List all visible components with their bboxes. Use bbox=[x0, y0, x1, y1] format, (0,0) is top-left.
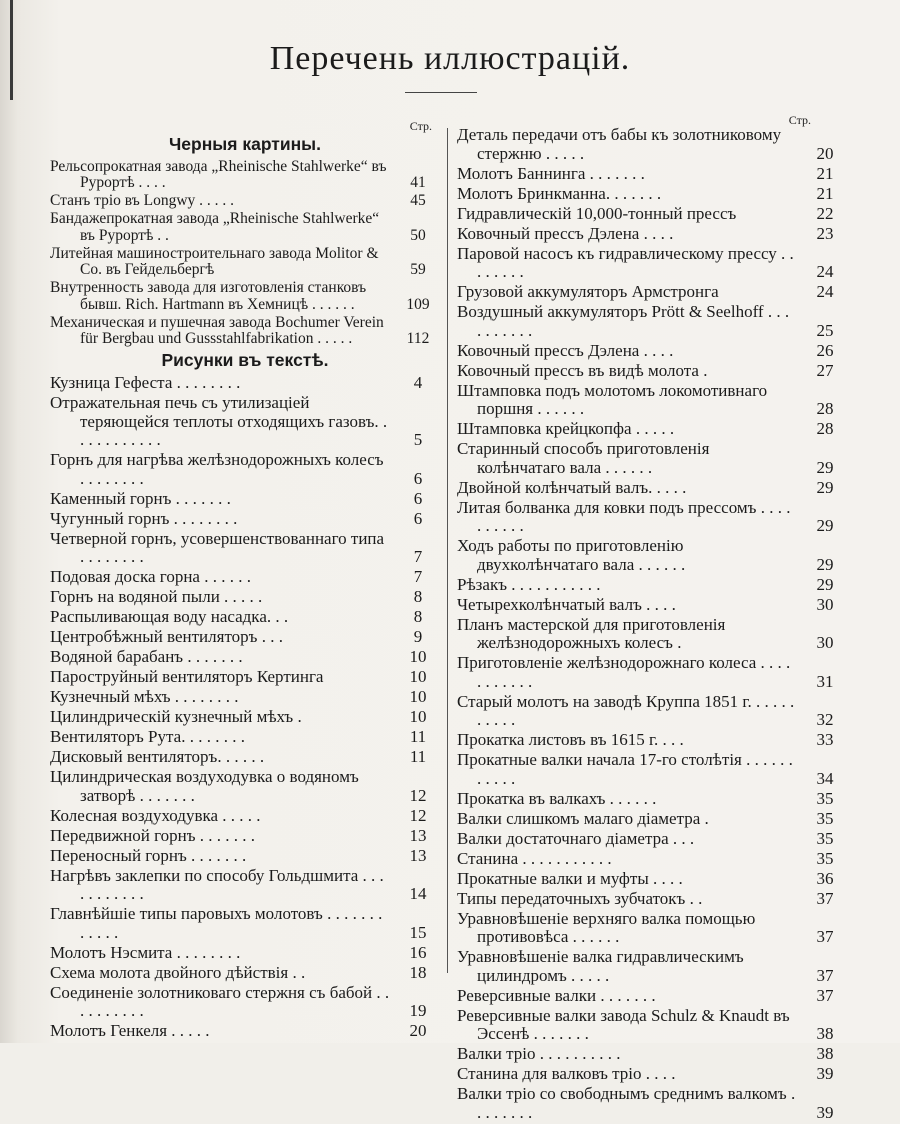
entry-page-number: 23 bbox=[816, 223, 834, 243]
entry-title: Нагрѣвъ заклепки по способу Гольдшмита . . . . . . . . . . . bbox=[50, 865, 384, 903]
toc-entry bbox=[50, 867, 440, 904]
entry-page-number: 35 bbox=[816, 828, 834, 848]
entry-title: Центробѣжный вентиляторъ . . . bbox=[50, 627, 283, 646]
entry-title: Схема молота двойного дѣйствія . . bbox=[50, 962, 306, 982]
title-rule bbox=[405, 92, 477, 93]
entry-title: Главнѣйшіе типы паровыхъ молотовъ . . . . . . . . . . . . bbox=[50, 904, 383, 942]
toc-entry bbox=[50, 768, 440, 805]
entry-page-number: 10 bbox=[409, 687, 427, 706]
toc-entry bbox=[457, 499, 847, 536]
entry-page-number: 6 bbox=[413, 508, 423, 528]
entry-page-number: 28 bbox=[816, 399, 834, 418]
toc-entry bbox=[50, 608, 440, 627]
entry-title: Приготовленіе желѣзнодорожнаго колеса . . . . . . . . . . . bbox=[457, 653, 791, 691]
entry-title: Отражательная печь съ утилизаціей теряющейся теплоты отходящихъ газовъ. . . . . . . . . . . . bbox=[50, 393, 388, 449]
entry-page-number: 34 bbox=[816, 768, 834, 788]
entry-page-number: 35 bbox=[816, 848, 834, 868]
entry-page-number: 28 bbox=[816, 419, 834, 438]
entry-title: Уравновѣшеніе валка гидравлическимъ цилиндромъ . . . . . bbox=[457, 947, 744, 985]
entry-title: Реверсивные валки завода Schulz & Knaudt въ Эссенѣ . . . . . . . bbox=[457, 1005, 790, 1043]
toc-entry bbox=[457, 1085, 847, 1122]
entry-title: Четверной горнъ, усовершенствованнаго типа . . . . . . . . bbox=[50, 528, 385, 566]
toc-entry bbox=[50, 568, 440, 587]
section-heading-text-figures: Рисунки въ текстѣ. bbox=[161, 349, 329, 370]
toc-entry bbox=[50, 246, 440, 279]
entry-page-number: 20 bbox=[816, 143, 834, 163]
entry-page-number: 14 bbox=[409, 884, 427, 903]
entry-title: Прокатка въ валкахъ . . . . . . bbox=[457, 788, 657, 808]
entry-title: Пароструйный вентиляторъ Кертинга bbox=[50, 667, 324, 686]
toc-entry bbox=[50, 588, 440, 607]
toc-entry bbox=[457, 948, 847, 985]
toc-entry bbox=[457, 810, 847, 829]
entry-page-number: 29 bbox=[816, 477, 834, 497]
entry-title: Прокатные валки начала 17-го столѣтія . . . . . . . . . . . bbox=[457, 750, 793, 788]
entry-page-number: 7 bbox=[413, 547, 423, 566]
entry-title: Валки достаточнаго діаметра . . . bbox=[457, 828, 695, 848]
toc-entry bbox=[457, 1007, 847, 1044]
entry-page-number: 13 bbox=[409, 825, 427, 845]
entry-page-number: 37 bbox=[816, 927, 834, 946]
entry-title: Прокатные валки и муфты . . . . bbox=[457, 868, 683, 888]
toc-entry bbox=[50, 374, 440, 393]
entry-title: Цилиндрическій кузнечный мѣхъ . bbox=[50, 707, 302, 726]
entry-title: Старый молотъ на заводѣ Круппа 1851 г. . . . . . . . . . . bbox=[457, 691, 795, 729]
toc-entry bbox=[457, 126, 847, 163]
entry-page-number: 50 bbox=[410, 226, 426, 244]
entry-title: Типы передаточныхъ зубчатокъ . . bbox=[457, 888, 703, 908]
entry-page-number: 19 bbox=[409, 1001, 427, 1020]
entry-page-number: 12 bbox=[409, 805, 427, 825]
entry-page-number: 29 bbox=[816, 574, 834, 594]
toc-entry bbox=[50, 847, 440, 866]
entry-title: Четырехколѣнчатый валъ . . . . bbox=[457, 594, 676, 614]
entry-title: Кузнечный мѣхъ . . . . . . . . bbox=[50, 687, 239, 706]
toc-entry bbox=[457, 225, 847, 244]
toc-entry bbox=[50, 688, 440, 707]
toc-entry bbox=[50, 530, 440, 567]
entry-page-number: 11 bbox=[409, 747, 427, 766]
entry-page-number: 109 bbox=[406, 295, 430, 313]
column-divider bbox=[447, 128, 448, 973]
entry-title: Деталь передачи отъ бабы къ золотниковому стержню . . . . . bbox=[457, 125, 782, 163]
entry-page-number: 38 bbox=[816, 1024, 834, 1043]
toc-entry bbox=[50, 280, 440, 313]
entry-title: Водяной барабанъ . . . . . . . bbox=[50, 647, 243, 666]
entry-title: Соединеніе золотниковаго стержня съ бабой . . . . . . . . . . bbox=[50, 982, 390, 1020]
toc-entry bbox=[50, 394, 440, 450]
entry-page-number: 39 bbox=[816, 1102, 834, 1122]
entry-title: Штамповка крейцкопфа . . . . . bbox=[457, 419, 675, 438]
toc-entry bbox=[457, 165, 847, 184]
entry-page-number: 22 bbox=[816, 203, 834, 223]
entry-title: Горнъ на водяной пыли . . . . . bbox=[50, 587, 263, 606]
entry-page-number: 30 bbox=[816, 633, 834, 652]
entry-title: Ковочный прессъ въ видѣ молота . bbox=[457, 360, 708, 380]
toc-entry bbox=[457, 616, 847, 653]
plates-list bbox=[50, 159, 440, 348]
toc-entry bbox=[457, 205, 847, 224]
entry-page-number: 26 bbox=[816, 340, 834, 360]
entry-page-number: 6 bbox=[413, 488, 423, 508]
entry-page-number: 24 bbox=[816, 262, 834, 281]
toc-entry bbox=[50, 451, 440, 488]
entry-title: Переносный горнъ . . . . . . . bbox=[50, 845, 247, 865]
entry-page-number: 10 bbox=[409, 667, 427, 686]
entry-title: Станъ тріо въ Longwy . . . . . bbox=[50, 192, 235, 209]
toc-entry bbox=[50, 648, 440, 667]
entry-page-number: 13 bbox=[409, 845, 427, 865]
toc-entry bbox=[457, 342, 847, 361]
entry-page-number: 10 bbox=[409, 707, 427, 726]
entry-title: Уравновѣшеніе верхняго валка помощью противовѣса . . . . . . bbox=[457, 908, 756, 946]
entry-title: Двойной колѣнчатый валъ. . . . . bbox=[457, 477, 687, 497]
entry-title: Цилиндрическая воздуходувка о водяномъ затворѣ . . . . . . . bbox=[50, 767, 359, 805]
toc-entry bbox=[457, 987, 847, 1006]
entry-title: Прокатка листовъ въ 1615 г. . . . bbox=[457, 730, 684, 749]
entry-title: Штамповка подъ молотомъ локомотивнаго поршня . . . . . . bbox=[457, 380, 768, 418]
toc-entry bbox=[457, 283, 847, 302]
toc-entry bbox=[50, 984, 440, 1021]
entry-title: Паровой насосъ къ гидравлическому прессу . . . . . . . . bbox=[457, 243, 794, 281]
toc-entry bbox=[50, 490, 440, 509]
entry-title: Литейная машиностроительнаго завода Molitor & Co. въ Гейдельбергѣ bbox=[50, 244, 379, 278]
entry-title: Литая болванка для ковки подъ прессомъ . . . . . . . . . . bbox=[457, 497, 791, 535]
entry-page-number: 31 bbox=[816, 671, 834, 691]
toc-entry bbox=[50, 807, 440, 826]
entry-title: Валки тріо со свободнымъ среднимъ валкомъ . . . . . . . . bbox=[457, 1084, 796, 1122]
toc-entry bbox=[50, 1022, 440, 1041]
entry-title: Распыливающая воду насадка. . . bbox=[50, 607, 289, 626]
entry-page-number: 35 bbox=[816, 788, 834, 808]
toc-entry bbox=[457, 479, 847, 498]
text-figures-list bbox=[50, 374, 440, 1041]
entry-page-number: 15 bbox=[409, 922, 427, 942]
entry-page-number: 39 bbox=[816, 1064, 834, 1083]
entry-title: Валки слишкомъ малаго діаметра . bbox=[457, 808, 709, 828]
toc-entry bbox=[457, 382, 847, 419]
entry-page-number: 37 bbox=[816, 888, 834, 908]
entry-title: Молотъ Нэсмита . . . . . . . . bbox=[50, 942, 241, 962]
entry-title: Реверсивные валки . . . . . . . bbox=[457, 985, 656, 1005]
entry-title: Подовая доска горна . . . . . . bbox=[50, 567, 251, 586]
entry-page-number: 38 bbox=[816, 1044, 834, 1063]
entry-title: Каменный горнъ . . . . . . . bbox=[50, 488, 231, 508]
entry-page-number: 112 bbox=[406, 330, 430, 347]
entry-page-number: 37 bbox=[816, 965, 834, 985]
toc-entry bbox=[457, 1045, 847, 1064]
page-title: Перечень иллюстрацій. bbox=[269, 40, 631, 77]
entry-title: Рѣзакъ . . . . . . . . . . . bbox=[457, 574, 601, 594]
entry-page-number: 21 bbox=[816, 163, 834, 183]
toc-entry bbox=[50, 159, 440, 192]
entry-title: Грузовой аккумуляторъ Армстронга bbox=[457, 282, 719, 301]
entry-page-number: 45 bbox=[410, 192, 426, 209]
entry-page-number: 29 bbox=[816, 554, 834, 574]
entry-title: Рельсопрокатная завода „Rheinische Stahlwerke“ въ Рурортѣ . . . . bbox=[50, 157, 387, 191]
entry-page-number: 29 bbox=[816, 516, 834, 535]
entry-title: Чугунный горнъ . . . . . . . . bbox=[50, 508, 238, 528]
entry-title: Старинный способъ приготовленія колѣнчатаго вала . . . . . . bbox=[457, 439, 710, 477]
toc-entry bbox=[457, 245, 847, 282]
entry-title: Станина для валковъ тріо . . . . bbox=[457, 1064, 676, 1083]
entry-page-number: 59 bbox=[410, 261, 426, 278]
toc-entry bbox=[457, 537, 847, 574]
entry-title: Передвижной горнъ . . . . . . . bbox=[50, 825, 256, 845]
entry-page-number: 25 bbox=[816, 320, 834, 340]
entry-title: Ходъ работы по приготовленію двухколѣнчатаго вала . . . . . . bbox=[457, 536, 686, 574]
toc-entry bbox=[50, 628, 440, 647]
toc-entry bbox=[50, 748, 440, 767]
entry-page-number: 32 bbox=[816, 710, 834, 729]
toc-entry bbox=[457, 870, 847, 889]
toc-entry bbox=[50, 510, 440, 529]
toc-entry bbox=[457, 576, 847, 595]
toc-entry bbox=[50, 944, 440, 963]
entry-page-number: 36 bbox=[816, 868, 834, 888]
left-column bbox=[50, 118, 440, 1042]
illustrations-list bbox=[457, 126, 847, 1122]
entry-page-number: 18 bbox=[409, 962, 427, 982]
entry-title: Молотъ Бринкманна. . . . . . . bbox=[457, 183, 662, 203]
entry-title: Молотъ Генкеля . . . . . bbox=[50, 1021, 210, 1040]
toc-entry bbox=[457, 185, 847, 204]
toc-entry bbox=[457, 830, 847, 849]
entry-title: Станина . . . . . . . . . . . bbox=[457, 848, 612, 868]
entry-page-number: 5 bbox=[413, 430, 423, 449]
toc-entry bbox=[457, 420, 847, 439]
toc-entry bbox=[457, 731, 847, 750]
toc-entry bbox=[457, 440, 847, 477]
entry-page-number: 24 bbox=[816, 282, 834, 301]
toc-entry bbox=[457, 910, 847, 947]
toc-entry bbox=[50, 193, 440, 210]
entry-page-number: 4 bbox=[413, 373, 423, 392]
toc-entry bbox=[50, 211, 440, 244]
entry-page-number: 10 bbox=[409, 647, 427, 666]
entry-title: Вентиляторъ Рута. . . . . . . . bbox=[50, 727, 245, 746]
toc-entry bbox=[50, 827, 440, 846]
section-heading-plates: Черныя картины. bbox=[169, 134, 321, 154]
entry-title: Ковочный прессъ Дэлена . . . . bbox=[457, 340, 674, 360]
toc-entry bbox=[457, 693, 847, 730]
toc-entry bbox=[457, 890, 847, 909]
toc-entry bbox=[50, 315, 440, 348]
entry-page-number: 41 bbox=[410, 174, 426, 191]
entry-page-number: 27 bbox=[816, 360, 834, 380]
entry-page-number: 29 bbox=[816, 457, 834, 477]
entry-page-number: 7 bbox=[413, 567, 423, 586]
toc-entry bbox=[50, 905, 440, 942]
entry-page-number: 35 bbox=[816, 808, 834, 828]
entry-title: Планъ мастерской для приготовленія желѣзнодорожныхъ колесъ . bbox=[457, 614, 726, 652]
entry-title: Кузница Гефеста . . . . . . . . bbox=[50, 373, 241, 392]
entry-page-number: 8 bbox=[413, 607, 423, 626]
entry-page-number: 33 bbox=[816, 730, 834, 749]
entry-title: Механическая и пушечная завода Bochumer Verein für Bergbau und Gussstahlfabrikation . . . . . bbox=[50, 313, 384, 347]
entry-title: Воздушный аккумуляторъ Prött & Seelhoff . . . . . . . . . . bbox=[457, 302, 790, 340]
toc-entry bbox=[50, 668, 440, 687]
entry-title: Колесная воздуходувка . . . . . bbox=[50, 805, 261, 825]
entry-title: Горнъ для нагрѣва желѣзнодорожныхъ колесъ . . . . . . . . bbox=[50, 450, 384, 488]
right-column bbox=[457, 112, 847, 1124]
toc-entry bbox=[457, 850, 847, 869]
toc-entry bbox=[457, 654, 847, 691]
entry-title: Ковочный прессъ Дэлена . . . . bbox=[457, 223, 674, 243]
toc-entry bbox=[50, 964, 440, 983]
toc-entry bbox=[50, 708, 440, 727]
entry-page-number: 6 bbox=[413, 468, 423, 488]
entry-title: Гидравлическій 10,000-тонный прессъ bbox=[457, 203, 737, 223]
entry-page-number: 30 bbox=[816, 594, 834, 614]
entry-title: Дисковый вентиляторъ. . . . . . bbox=[50, 747, 265, 766]
entry-title: Молотъ Баннинга . . . . . . . bbox=[457, 163, 645, 183]
toc-entry bbox=[457, 1065, 847, 1084]
entry-page-number: 20 bbox=[409, 1021, 427, 1040]
toc-entry bbox=[457, 303, 847, 340]
entry-page-number: 9 bbox=[413, 627, 423, 646]
toc-entry bbox=[457, 596, 847, 615]
toc-entry bbox=[50, 728, 440, 747]
entry-title: Валки тріо . . . . . . . . . . bbox=[457, 1044, 621, 1063]
entry-page-number: 11 bbox=[409, 727, 427, 746]
toc-entry bbox=[457, 790, 847, 809]
entry-title: Бандажепрокатная завода „Rheinische Stahlwerke“ въ Рурортѣ . . bbox=[50, 210, 380, 244]
page-column-label: Стр. bbox=[409, 119, 432, 133]
entry-page-number: 21 bbox=[816, 183, 834, 203]
entry-page-number: 16 bbox=[409, 942, 427, 962]
toc-entry bbox=[457, 362, 847, 381]
toc-entry bbox=[457, 751, 847, 788]
page-column-label: Стр. bbox=[788, 113, 811, 127]
entry-page-number: 37 bbox=[816, 985, 834, 1005]
entry-page-number: 12 bbox=[409, 785, 427, 805]
entry-page-number: 8 bbox=[413, 587, 423, 606]
entry-title: Внутренность завода для изготовленія станковъ бывш. Rich. Hartmann въ Хемницѣ . . . . . . bbox=[50, 279, 367, 313]
